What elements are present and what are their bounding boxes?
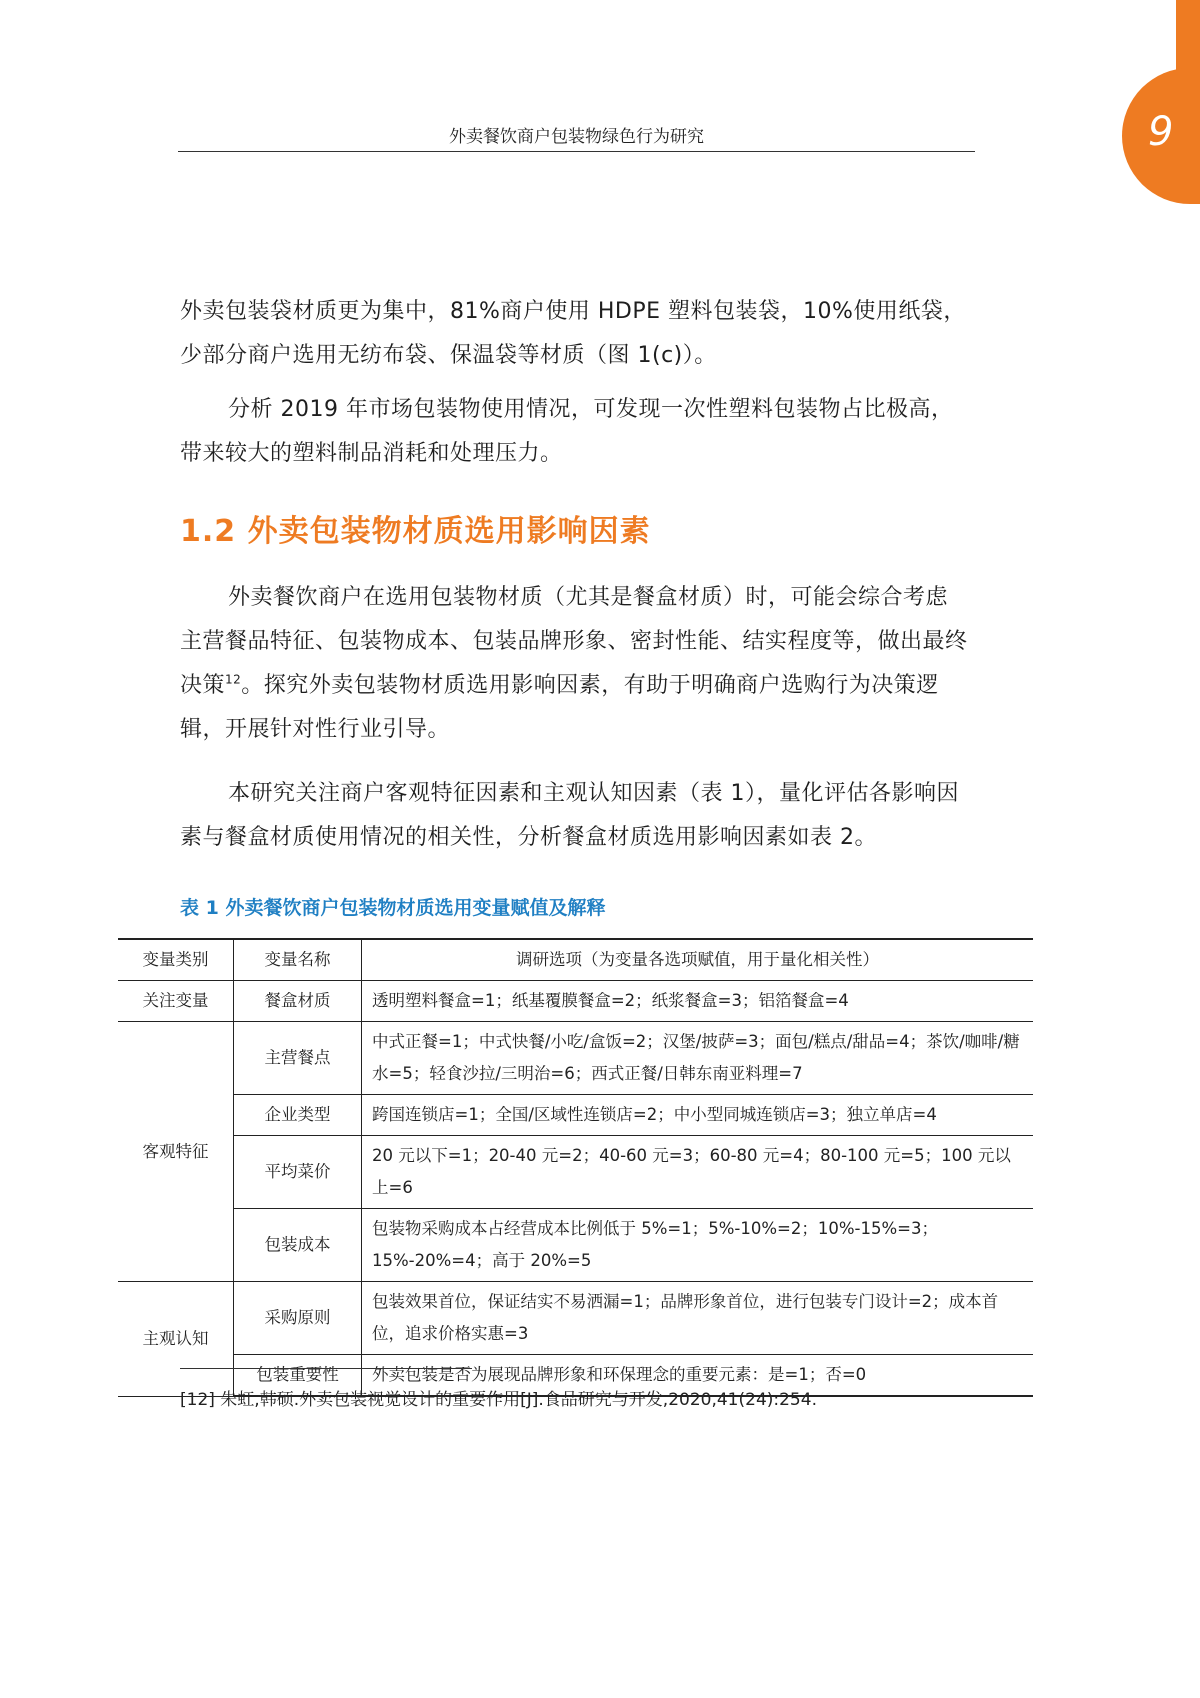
variable-name: 餐盒材质 <box>234 981 362 1022</box>
variable-options: 中式正餐=1；中式快餐/小吃/盒饭=2；汉堡/披萨=3；面包/糕点/甜品=4；茶饮/咖啡/糖水=5；轻食沙拉/三明治=6；西式正餐/日韩东南亚料理=7 <box>362 1022 1034 1095</box>
variable-options: 包装物采购成本占经营成本比例低于 5%=1；5%-10%=2；10%-15%=3；15%-20%=4；高于 20%=5 <box>362 1209 1034 1282</box>
paragraph-material-decision <box>180 576 970 752</box>
footnote: [12] 朱虹,韩硕.外卖包装视觉设计的重要作用[J].食品研究与开发,2020,41(24):254. <box>180 1390 817 1410</box>
category-subjective: 主观认知 <box>118 1282 234 1397</box>
header-variable-name: 变量名称 <box>234 939 362 981</box>
variable-options: 跨国连锁店=1；全国/区域性连锁店=2；中小型同城连锁店=3；独立单店=4 <box>362 1095 1034 1136</box>
variable-name: 采购原则 <box>234 1282 362 1355</box>
table-row <box>118 1209 1033 1282</box>
variable-options: 包装效果首位，保证结实不易洒漏=1；品牌形象首位，进行包装专门设计=2；成本首位，追求价格实惠=3 <box>362 1282 1034 1355</box>
table-caption: 表 1 外卖餐饮商户包装物材质选用变量赋值及解释 <box>180 897 606 919</box>
paragraph-material-decision-text-2: 。探究外卖包装物材质选用影响因素，有助于明确商户选购行为决策逻辑，开展针对性行业引导。 <box>180 673 939 742</box>
variable-name: 包装成本 <box>234 1209 362 1282</box>
paragraph-market-analysis: 分析 2019 年市场包装物使用情况，可发现一次性塑料包装物占比极高，带来较大的塑料制品消耗和处理压力。 <box>180 397 954 466</box>
variable-options: 外卖包装是否为展现品牌形象和环保理念的重要元素：是=1；否=0 <box>362 1355 1034 1397</box>
paragraph-packaging-bag: 外卖包装袋材质更为集中，81%商户使用 HDPE 塑料包装袋，10%使用纸袋，少部分商户选用无纺布袋、保温袋等材质（图 1(c)）。 <box>180 299 966 368</box>
variable-options: 20 元以下=1；20-40 元=2；40-60 元=3；60-80 元=4；80-100 元=5；100 元以上=6 <box>362 1136 1034 1209</box>
variable-name: 包装重要性 <box>234 1355 362 1397</box>
variable-name: 企业类型 <box>234 1095 362 1136</box>
category-objective: 客观特征 <box>118 1022 234 1282</box>
page-number: 9 <box>1148 109 1174 155</box>
footnote-reference: 12 <box>225 672 242 687</box>
paragraph-material-decision-text: 外卖餐饮商户在选用包装物材质（尤其是餐盒材质）时，可能会综合考虑主营餐品特征、包装物成本、包装品牌形象、密封性能、结实程度等，做出最终决策 <box>180 585 968 698</box>
header-survey-options: 调研选项（为变量各选项赋值，用于量化相关性） <box>362 939 1034 981</box>
footnote-rule <box>180 1368 472 1369</box>
header-variable-category: 变量类别 <box>118 939 234 981</box>
table-row <box>118 981 1033 1022</box>
variable-name: 平均菜价 <box>234 1136 362 1209</box>
section-title: 1.2 外卖包装物材质选用影响因素 <box>180 514 651 549</box>
header-rule <box>178 151 975 152</box>
variable-name: 主营餐点 <box>234 1022 362 1095</box>
paragraph-research-focus: 本研究关注商户客观特征因素和主观认知因素（表 1），量化评估各影响因素与餐盒材质使用情况的相关性，分析餐盒材质选用影响因素如表 2。 <box>180 781 959 850</box>
table-row <box>118 1136 1033 1209</box>
running-head: 外卖餐饮商户包装物绿色行为研究 <box>449 127 704 147</box>
table-row <box>118 1095 1033 1136</box>
category-focus: 关注变量 <box>118 981 234 1022</box>
table-row <box>118 1282 1033 1355</box>
variables-table <box>118 938 1033 1397</box>
variable-options: 透明塑料餐盒=1；纸基覆膜餐盒=2；纸浆餐盒=3；铝箔餐盒=4 <box>362 981 1034 1022</box>
table-header-row <box>118 939 1033 981</box>
table-row <box>118 1022 1033 1095</box>
